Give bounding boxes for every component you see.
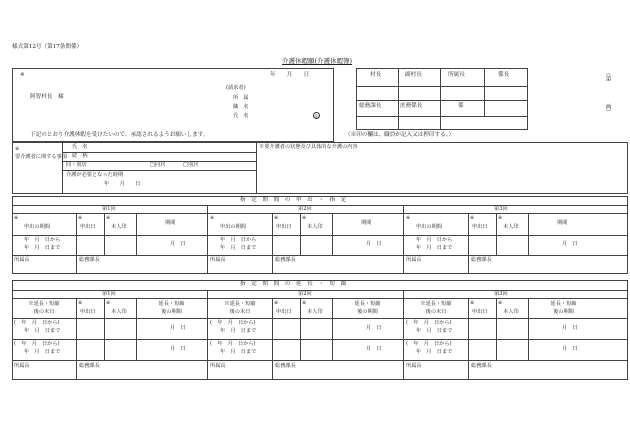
d3-seal-label: 本人印 [503,224,519,230]
d2-period-from: 年 月 日から [220,237,257,243]
e1-row2-months-days: 月 日 [170,346,186,352]
d1-months-days: 月 日 [170,241,186,247]
cohab-option-together[interactable]: □同居 [150,162,166,168]
e2-row2-months-days: 月 日 [366,346,382,352]
page-label: （第 画） [604,70,611,115]
e3-row2-to: 年 月 日まで [416,349,453,355]
e3-general-affairs: 総務課長 [471,363,492,369]
designation-title: 指 定 期 間 の 申 出 ・ 指 定 [240,197,347,203]
d2-period-to: 年 月 日まで [220,245,257,251]
d2-period-label: 期間 [361,220,372,226]
e1-row2-from: ( 年 月 日から) [14,341,60,347]
form-number: 様式第12号（第17条関係） [12,44,83,50]
approval-deputy-head: 副村長 [405,72,422,78]
designation-round-3: 第3回 [494,206,508,212]
e3-dept-head: 所属長 [406,363,422,369]
d3-months-days: 月 日 [562,241,578,247]
d3-dept-head: 所属長 [406,257,422,263]
e1-seal-mark: ※ [106,300,111,306]
e2-seal-mark: ※ [302,300,307,306]
d3-period-from: 年 月 日から [416,237,453,243]
e2-row1-to: 年 月 日まで [220,328,257,334]
approval-general-affairs: 総務課長 [359,103,382,109]
application-mark: ※ [20,72,25,78]
d2-request-date-label: 申出日 [276,224,292,230]
e1-end-date-label: ※延長・短縮 後の末日 [28,301,60,315]
care-relation-label: 続 柄 [72,153,88,159]
e2-general-affairs: 総務課長 [275,363,296,369]
e2-row2-to: 年 月 日まで [220,349,257,355]
approval-dept-head: 所属長 [448,72,465,78]
e2-seal-label: 本人印 [307,309,323,315]
d1-mark: ※ [14,215,19,221]
name-label: 氏 名 [233,113,249,119]
d2-months-days: 月 日 [366,241,382,247]
seal-mark: 印 [314,114,319,119]
d1-period-label: 期間 [165,220,176,226]
d1-general-affairs: 総務課長 [79,257,100,263]
d3-period-label: 期間 [557,220,568,226]
e3-row2-months-days: 月 日 [562,346,578,352]
e2-row1-months-days: 月 日 [366,325,382,331]
e1-row1-months-days: 月 日 [170,325,186,331]
d1-request-period-label: 申出の期間 [24,224,50,230]
e3-seal-label: 本人印 [503,309,519,315]
d3-mark: ※ [406,215,411,221]
e3-date-mark: ※ [470,300,475,306]
d3-request-date-label: 申出日 [472,224,488,230]
d3-general-affairs: 総務課長 [471,257,492,263]
e3-seal-mark: ※ [498,300,503,306]
care-name-label: 氏 名 [72,144,88,150]
e1-row1-from: ( 年 月 日から) [14,320,60,326]
d2-request-period-label: 申出の期間 [220,224,246,230]
position-label: 職 名 [233,104,249,110]
d3-request-period-label: 申出の期間 [416,224,442,230]
e2-row2-from: ( 年 月 日から) [210,341,256,347]
d2-seal-mark: ※ [302,215,307,221]
d1-seal-mark: ※ [106,215,111,221]
application-box [12,68,334,142]
d1-seal-label: 本人印 [111,224,127,230]
e1-row1-to: 年 月 日まで [24,328,61,334]
e2-dept-head: 所属長 [210,363,226,369]
extension-round-1: 第1回 [102,291,116,297]
e3-row1-to: 年 月 日まで [416,328,453,334]
d2-dept-head: 所属長 [210,257,226,263]
request-text: 下記のとおり介護休暇を受けたいので、承認されるようお願いします。 [30,132,209,138]
approval-staff: 係 [458,103,464,109]
care-condition-label: ※要介護者の状態及び具体的な介護の内容 [259,144,358,150]
extension-round-3: 第3回 [494,291,508,297]
e1-row2-to: 年 月 日まで [24,349,61,355]
e1-period-label: 延長・短縮 後の期間 [158,301,185,315]
e1-date-mark: ※ [78,300,83,306]
care-onset-date: 年 月 日 [104,181,141,187]
d1-request-date-label: 申出日 [80,224,96,230]
designation-round-1: 第1回 [102,206,116,212]
approval-note: （※印の欄は、職員が記入又は押印する。） [345,132,455,138]
d2-seal-label: 本人印 [307,224,323,230]
e3-end-date-label: ※延長・短縮 後の末日 [420,301,452,315]
e2-request-date-label: 申出日 [276,309,292,315]
e1-dept-head: 所属長 [14,363,30,369]
e2-row1-from: ( 年 月 日から) [210,320,256,326]
approval-section-chief: 係長 [498,72,510,78]
cohab-option-separate[interactable]: □別居 [183,162,199,168]
d2-date-mark: ※ [274,215,279,221]
care-onset-label: 介護が必要となった時期 [66,172,124,178]
d3-date-mark: ※ [470,215,475,221]
extension-title: 指 定 期 間 の 延 長 ・ 短 縮 [240,281,347,287]
e3-period-label: 延長・短縮 後の期間 [550,301,577,315]
designation-round-2: 第2回 [298,206,312,212]
form-title: 介護休暇願(介護休暇簿) [282,57,353,65]
e2-period-label: 延長・短縮 後の期間 [354,301,381,315]
d1-period-to: 年 月 日まで [24,245,61,251]
care-target-header: ※ 要介護者に関する事項 [15,146,67,160]
application-date: 年 月 日 [270,72,310,78]
e3-request-date-label: 申出日 [472,309,488,315]
extension-round-2: 第2回 [298,291,312,297]
e2-end-date-label: ※延長・短縮 後の末日 [224,301,256,315]
d1-period-from: 年 月 日から [24,237,61,243]
e1-request-date-label: 申出日 [80,309,96,315]
e2-date-mark: ※ [274,300,279,306]
d1-dept-head: 所属長 [14,257,30,263]
d3-seal-mark: ※ [498,215,503,221]
e3-row2-from: ( 年 月 日から) [406,341,452,347]
d1-date-mark: ※ [78,215,83,221]
d2-general-affairs: 総務課長 [275,257,296,263]
approval-clerical-chief: 庶務係長 [400,103,423,109]
e3-row1-months-days: 月 日 [562,325,578,331]
addressee: 阿智村長 様 [30,94,64,100]
e1-seal-label: 本人印 [111,309,127,315]
approval-village-head: 村長 [370,72,382,78]
affiliation-label: 所 属 [233,95,249,101]
e3-row1-from: ( 年 月 日から) [406,320,452,326]
e1-general-affairs: 総務課長 [79,363,100,369]
d2-mark: ※ [210,215,215,221]
care-cohabitation-label: 同・別居 [66,162,87,168]
applicant-label: (請求者) [226,85,246,91]
d3-period-to: 年 月 日まで [416,245,453,251]
